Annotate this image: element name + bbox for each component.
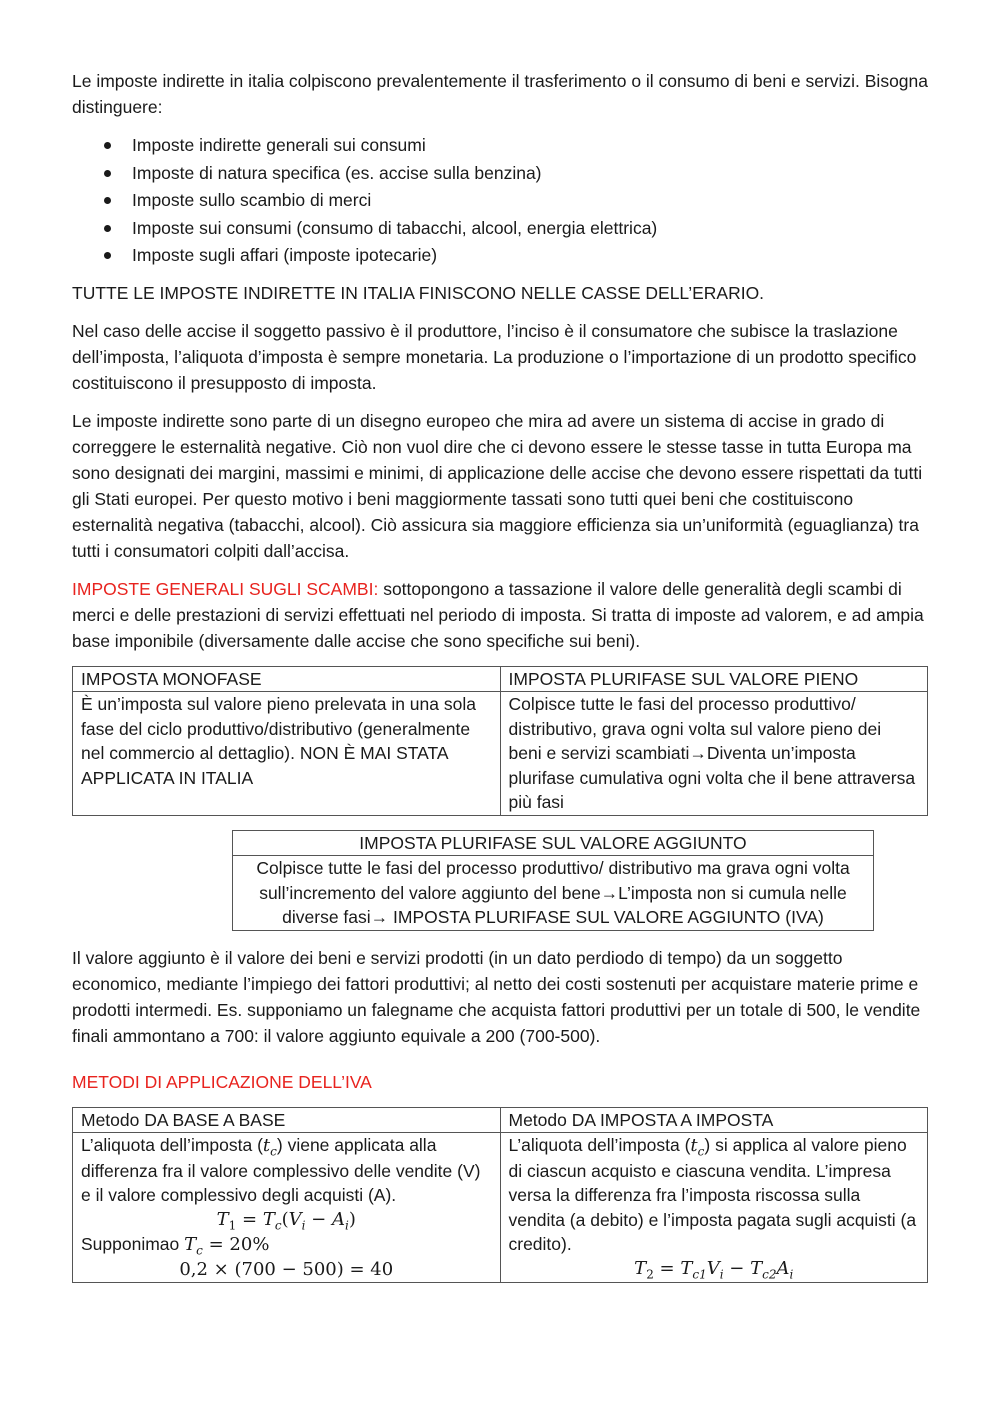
scambi-heading: IMPOSTE GENERALI SUGLI SCAMBI: (72, 578, 379, 599)
imposta-a-imposta-header: Metodo DA IMPOSTA A IMPOSTA (500, 1107, 928, 1133)
scambi-paragraph (72, 576, 928, 654)
base-a-base-cell: L’aliquota dell’imposta $(t_c)$ viene applicata alla differenza fra il valore complessivo delle vendite (V) e il valore complessivo degli acquisti (A). $T_1 = T_c(V_i - A_i)$ Supponimao $T_c = 20\%$ 0,2 × (700 − 500) = 40 (73, 1133, 501, 1283)
monofase-header: IMPOSTA MONOFASE (73, 666, 501, 692)
supponiamo-line: Supponimao $T_c = 20\%$ (81, 1234, 270, 1258)
list-item: Imposte sui consumi (consumo di tabacchi, alcool, energia elettrica) (72, 215, 928, 243)
imposta-a-imposta-cell: L’aliquota dell’imposta $(t_c)$ si applica al valore pieno di ciascun acquisto e ciascuna vendita. L’impresa versa la differenza fra l’imposta riscossa sulla vendita (a debito) e l’imposta pagata sugli acquisti (a credito). $T_2 = T_{c1}V_i - T_{c2}A_i$ (500, 1133, 928, 1283)
list-item: Imposte sugli affari (imposte ipotecarie) (72, 242, 928, 270)
intro-paragraph: Le imposte indirette in italia colpiscono prevalentemente il trasferimento o il consumo di beni e servizi. Bisogna distinguere: (72, 71, 928, 117)
plurifase-pieno-cell: Colpisce tutte le fasi del processo produttivo/ distributivo, grava ogni volta sul valore pieno dei beni e servizi scambiati→Diventa un’imposta plurifase cumulativa ogni volta che il bene attraversa più fasi (500, 692, 928, 816)
accise-paragraph: Nel caso delle accise il soggetto passivo è il produttore, l’inciso è il consumatore che subisce la traslazione dell’imposta, l’aliquota d’imposta è sempre monetaria. La produzione o l’importazione di un prodotto specifico costituiscono il presupposto di imposta. (72, 320, 917, 393)
formula-example: 0,2 × (700 − 500) = 40 (179, 1258, 394, 1280)
list-item: Imposte sullo scambio di merci (72, 187, 928, 215)
plurifase-pieno-header: IMPOSTA PLURIFASE SUL VALORE PIENO (500, 666, 928, 692)
scambi-text: sottopongono a tassazione il valore delle generalità degli scambi di merci e delle prestazioni di servizi effettuati nel periodo di imposta. Si tratta di imposte ad valorem, e ad ampia base imponibile (diversamente dalle accise che sono specifiche sui beni). (72, 578, 924, 651)
metodi-table (72, 1107, 928, 1284)
europe-paragraph: Le imposte indirette sono parte di un disegno europeo che mira ad avere un sistema di accise in grado di correggere le esternalità negative. Ciò non vuol dire che ci devono essere le stesse tasse in tutta Europa ma sono designati dei margini, massimi e minimi, di applicazione delle accise che devono essere rispettati da tutti gli Stati europei. Per questo motivo i beni maggiormente tassati sono tutti quei beni che costituiscono esternalità negativa (tabacchi, alcool). Ciò assicura sia maggiore efficienza sia un’uniformità (eguaglianza) tra tutti i consumatori colpiti dall’accisa. (72, 410, 923, 561)
tc-symbol: $t_c$ (262, 1135, 277, 1159)
iva-table (232, 830, 874, 931)
monofase-cell: È un’imposta sul valore pieno prelevata in una sola fase del ciclo produttivo/distributivo (generalmente nel commercio al dettaglio). NON È MAI STATA APPLICATA IN ITALIA (73, 692, 501, 816)
erario-statement: TUTTE LE IMPOSTE INDIRETTE IN ITALIA FINISCONO NELLE CASSE DELL’ERARIO. (72, 282, 765, 303)
base-a-base-header: Metodo DA BASE A BASE (73, 1107, 501, 1133)
metodi-heading: METODI DI APPLICAZIONE DELL’IVA (72, 1071, 372, 1092)
formula-t2: $T_2 = T_{c1}V_i - T_{c2}A_i$ (634, 1257, 794, 1282)
tc-symbol: $t_c$ (690, 1135, 705, 1159)
tax-types-list (72, 132, 928, 270)
list-item: Imposte di natura specifica (es. accise sulla benzina) (72, 160, 928, 188)
imposte-table (72, 666, 928, 816)
valore-aggiunto-paragraph: Il valore aggiunto è il valore dei beni e servizi prodotti (in un dato perdiodo di tempo) da un soggetto economico, mediante l’impiego dei fattori produttivi; al netto dei costi sostenuti per acquistare materie prime e prodotti intermedi. Es. supponiamo un falegname che acquista fattori produttivi per un totale di 500, le vendite finali ammontano a 700: il valore aggiunto equivale a 200 (700-500). (72, 947, 921, 1046)
valore-aggiunto-cell: Colpisce tutte le fasi del processo produttivo/ distributivo ma grava ogni volta sull’incremento del valore aggiunto del bene→L’imposta non si cumula nelle diverse fasi→ IMPOSTA PLURIFASE SUL VALORE AGGIUNTO (IVA) (233, 856, 874, 931)
valore-aggiunto-header: IMPOSTA PLURIFASE SUL VALORE AGGIUNTO (233, 830, 874, 856)
list-item: Imposte indirette generali sui consumi (72, 132, 928, 160)
formula-t1: $T_1 = T_c(V_i - A_i)$ (216, 1208, 356, 1233)
